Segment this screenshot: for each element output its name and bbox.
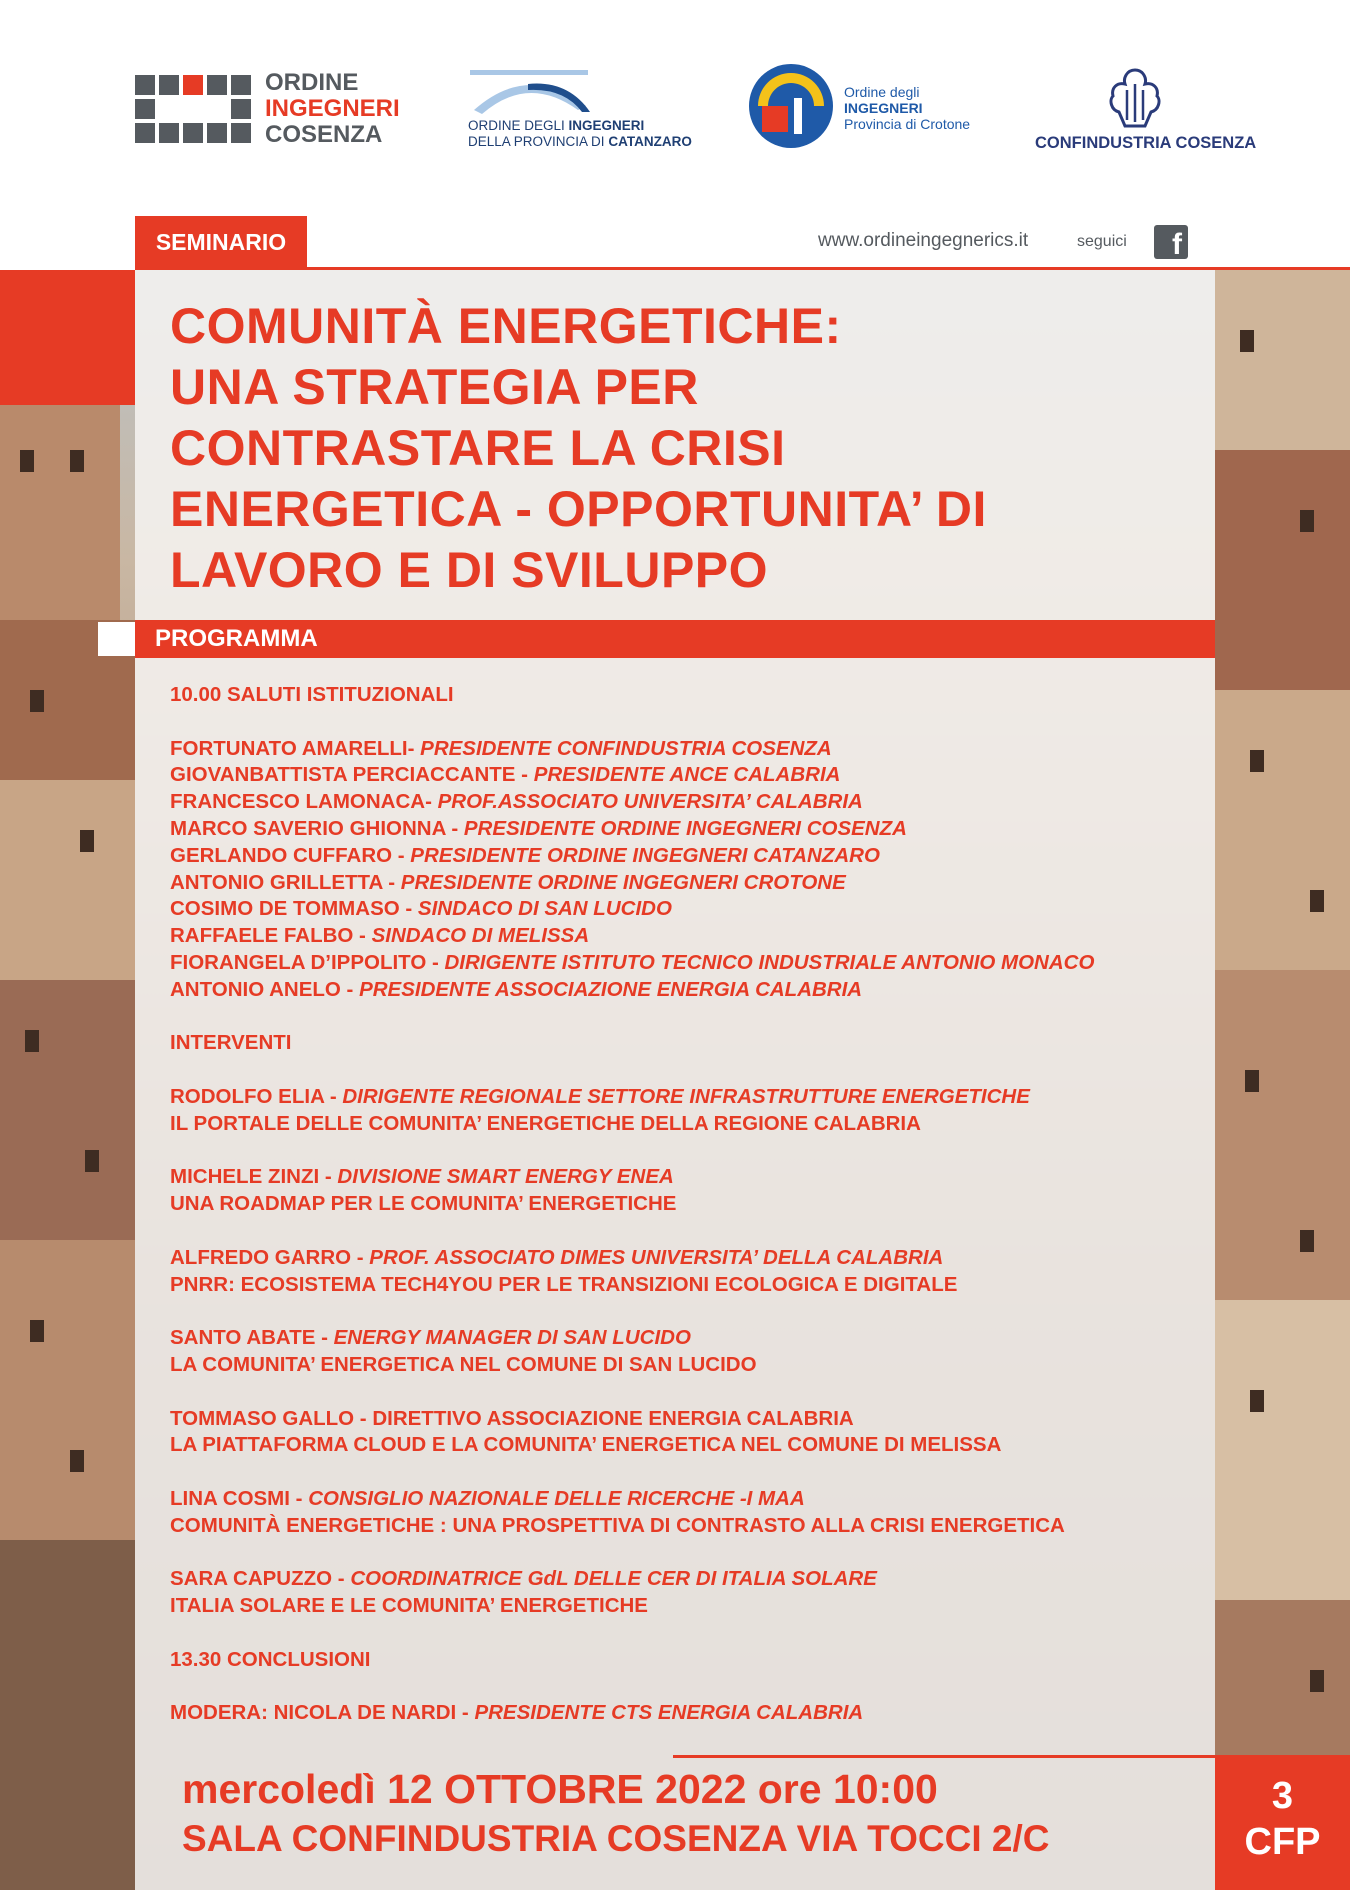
crotone-line2: INGEGNERI	[844, 100, 923, 116]
conclusioni-line: 13.30 CONCLUSIONI	[170, 1647, 371, 1671]
facebook-icon[interactable]: f	[1154, 225, 1188, 259]
speaker-row	[170, 816, 1180, 843]
speaker-role: PRESIDENTE ANCE CALABRIA	[533, 763, 841, 787]
talk-topic: PNRR: ECOSISTEMA TECH4YOU PER LE TRANSIZIONI ECOLOGICA E DIGITALE	[170, 1272, 958, 1296]
speaker-row	[170, 950, 1180, 977]
speaker-role: DIRIGENTE ISTITUTO TECNICO INDUSTRIALE ANTONIO MONACO	[444, 950, 1095, 974]
speaker-row	[170, 843, 1180, 870]
speaker-name: GERLANDO CUFFARO -	[170, 843, 411, 867]
logo-bar	[0, 60, 1350, 170]
talk-speaker	[170, 1245, 1180, 1272]
top-divider	[135, 267, 1350, 270]
moderator-role: PRESIDENTE CTS ENERGIA CALABRIA	[474, 1701, 864, 1725]
talk-role: PROF. ASSOCIATO DIMES UNIVERSITA’ DELLA CALABRIA	[369, 1245, 944, 1269]
talk-role: ENERGY MANAGER DI SAN LUCIDO	[333, 1326, 691, 1350]
talk-name: SARA CAPUZZO -	[170, 1567, 351, 1591]
speaker-row	[170, 762, 1180, 789]
speaker-role: PRESIDENTE ORDINE INGEGNERI COSENZA	[463, 816, 907, 840]
speaker-name: COSIMO DE TOMMASO -	[170, 897, 418, 921]
speaker-row	[170, 923, 1180, 950]
speaker-name: RAFFAELE FALBO -	[170, 924, 372, 948]
oic-line2: INGEGNERI	[265, 95, 400, 122]
speaker-name: FIORANGELA D’IPPOLITO -	[170, 950, 445, 974]
speaker-role: SINDACO DI MELISSA	[371, 924, 590, 948]
title-line: UNA STRATEGIA PER	[170, 359, 699, 415]
talk-speaker	[170, 1566, 1180, 1593]
title-line: CONTRASTARE LA CRISI	[170, 420, 786, 476]
talk-speaker	[170, 1406, 1180, 1433]
talk-role: CONSIGLIO NAZIONALE DELLE RICERCHE -I MAA	[308, 1486, 805, 1510]
title-line: ENERGETICA - OPPORTUNITA’ DI	[170, 481, 987, 537]
crotone-line1: Ordine degli	[844, 84, 920, 100]
catanzaro-line2a: DELLA PROVINCIA DI	[468, 134, 605, 149]
talk-topic: IL PORTALE DELLE COMUNITA’ ENERGETICHE DELLA REGIONE CALABRIA	[170, 1111, 921, 1135]
talk-role: COORDINATRICE GdL DELLE CER DI ITALIA SOLARE	[350, 1567, 877, 1591]
program-list	[170, 682, 1180, 1727]
talk-name: RODOLFO ELIA -	[170, 1084, 343, 1108]
cfp-label: CFP	[1244, 1821, 1321, 1863]
speaker-name: FRANCESCO LAMONACA-	[170, 790, 438, 814]
talk-topic: LA COMUNITA’ ENERGETICA NEL COMUNE DI SAN LUCIDO	[170, 1352, 757, 1376]
bottom-divider	[673, 1755, 1215, 1758]
oic-grid-icon	[135, 75, 251, 143]
moderator-row	[170, 1700, 1180, 1727]
talk-name: ALFREDO GARRO -	[170, 1245, 370, 1269]
follow-label: seguici	[1077, 233, 1127, 250]
talk-speaker	[170, 1084, 1180, 1111]
event-venue: SALA CONFINDUSTRIA COSENZA VIA TOCCI 2/C	[182, 1818, 1050, 1859]
ordine-ingegneri-catanzaro-logo	[468, 66, 692, 156]
catanzaro-line1b: INGEGNERI	[568, 118, 645, 133]
speaker-role: PRESIDENTE CONFINDUSTRIA COSENZA	[420, 736, 832, 760]
crotone-line3: Provincia di Crotone	[844, 116, 971, 132]
oic-line3: COSENZA	[265, 121, 383, 148]
event-date: mercoledì 12 OTTOBRE 2022 ore 10:00	[182, 1766, 938, 1812]
talk-role: DIRIGENTE REGIONALE SETTORE INFRASTRUTTURE ENERGETICHE	[342, 1084, 1030, 1108]
programma-notch	[98, 622, 135, 656]
speaker-row	[170, 736, 1180, 763]
speaker-role: SINDACO DI SAN LUCIDO	[417, 897, 672, 921]
ordine-ingegneri-cosenza-logo	[135, 70, 400, 148]
interventi-label: INTERVENTI	[170, 1031, 292, 1055]
speaker-role: PRESIDENTE ORDINE INGEGNERI CATANZARO	[410, 843, 880, 867]
speaker-row	[170, 977, 1180, 1004]
speaker-name: ANTONIO ANELO -	[170, 977, 360, 1001]
oic-line1: ORDINE	[265, 69, 359, 96]
talk-name: MICHELE ZINZI -	[170, 1165, 338, 1189]
talk-topic: LA PIATTAFORMA CLOUD E LA COMUNITA’ ENERGETICA NEL COMUNE DI MELISSA	[170, 1433, 1002, 1457]
ordine-ingegneri-crotone-logo	[748, 62, 978, 152]
confindustria-cosenza-logo	[1035, 66, 1257, 161]
confindustria-eagle-icon	[1105, 66, 1165, 130]
talk-speaker	[170, 1486, 1180, 1513]
speaker-name: GIOVANBATTISTA PERCIACCANTE -	[170, 763, 534, 787]
speaker-row	[170, 870, 1180, 897]
programma-label: PROGRAMMA	[155, 625, 318, 652]
cfp-badge	[1215, 1755, 1350, 1890]
speaker-name: MARCO SAVERIO GHIONNA -	[170, 816, 464, 840]
speaker-row	[170, 789, 1180, 816]
talk-topic: COMUNITÀ ENERGETICHE : UNA PROSPETTIVA DI CONTRASTO ALLA CRISI ENERGETICA	[170, 1513, 1065, 1537]
seminar-title	[170, 296, 1180, 601]
speaker-role: PRESIDENTE ORDINE INGEGNERI CROTONE	[400, 870, 846, 894]
catanzaro-line2b: CATANZARO	[608, 134, 692, 149]
talk-name: TOMMASO GALLO - DIRETTIVO ASSOCIAZIONE ENERGIA CALABRIA	[170, 1406, 854, 1430]
speaker-row	[170, 896, 1180, 923]
catanzaro-line1a: ORDINE DEGLI	[468, 118, 565, 133]
confindustria-label: CONFINDUSTRIA COSENZA	[1035, 134, 1257, 152]
talk-topic: UNA ROADMAP PER LE COMUNITA’ ENERGETICHE	[170, 1192, 677, 1216]
talk-topic: ITALIA SOLARE E LE COMUNITA’ ENERGETICHE	[170, 1594, 648, 1618]
saluti-line: 10.00 SALUTI ISTITUZIONALI	[170, 683, 454, 706]
crotone-emblem-icon	[748, 62, 838, 152]
cfp-number: 3	[1271, 1775, 1294, 1817]
talk-name: SANTO ABATE -	[170, 1326, 334, 1350]
talk-role: DIVISIONE SMART ENERGY ENEA	[337, 1165, 674, 1189]
talk-name: LINA COSMI -	[170, 1486, 309, 1510]
talk-speaker	[170, 1325, 1180, 1352]
moderator-name: MODERA: NICOLA DE NARDI -	[170, 1701, 475, 1725]
speaker-role: PROF.ASSOCIATO UNIVERSITA’ CALABRIA	[437, 790, 863, 814]
speaker-name: ANTONIO GRILLETTA -	[170, 870, 401, 894]
website-link[interactable]: www.ordineingegnerics.it	[818, 230, 1029, 251]
seminario-badge: SEMINARIO	[135, 216, 307, 268]
speaker-name: FORTUNATO AMARELLI-	[170, 736, 421, 760]
speaker-role: PRESIDENTE ASSOCIAZIONE ENERGIA CALABRIA	[359, 977, 863, 1001]
title-line: COMUNITÀ ENERGETICHE:	[170, 298, 842, 354]
title-line: LAVORO E DI SVILUPPO	[170, 542, 769, 598]
talk-speaker	[170, 1164, 1180, 1191]
red-accent-block	[0, 270, 135, 405]
